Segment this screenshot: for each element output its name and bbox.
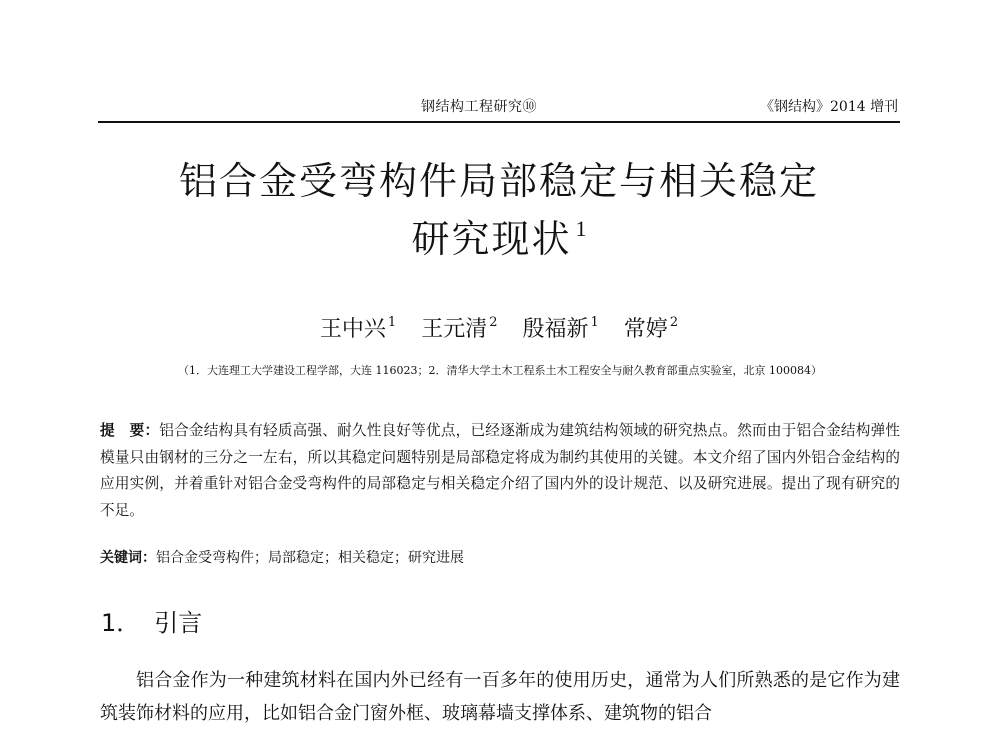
author-name: 王中兴 [319,317,386,342]
author-list [98,312,900,343]
author-affiliation-mark: 1 [590,315,599,330]
author-name: 常婷 [623,317,668,342]
keywords [100,547,464,567]
paper-title-line-1 [98,150,900,205]
running-header-journal: 《钢结构》2014 增刊 [760,99,899,115]
author-affiliation-mark: 2 [669,315,679,330]
paper-title-line-1-text: 铝合金受弯构件局部稳定与相关稳定 [178,159,819,203]
body-paragraph: 铝合金作为一种建筑材料在国内外已经有一百多年的使用历史，通常为人们所熟悉的是它作为建筑装饰材料的应用，比如铝合金门窗外框、玻璃幕墙支撑体系、建筑物的铝合 [100,670,900,724]
keywords-text: 铝合金受弯构件；局部稳定；相关稳定；研究进展 [156,550,464,566]
abstract [100,418,900,524]
section-heading [101,603,202,638]
author-name: 王元清 [421,317,488,342]
author [624,317,678,342]
section-title: 引言 [154,609,203,637]
paper-title-line-2-text: 研究现状 [411,217,572,261]
affiliations: （1．大连理工大学建设工程学部，大连 116023；2．清华大学土木工程系土木工程安全与耐久教育部重点实验室，北京 100084） [178,364,822,377]
paper-title-line-2 [98,208,900,263]
author [421,317,497,342]
running-header-series: 钢结构工程研究⑩ [421,99,537,115]
author-name: 殷福新 [522,317,589,342]
author-affiliation-mark: 2 [489,315,498,330]
header-rule [98,121,900,123]
abstract-label: 提 要： [100,422,160,439]
keywords-label: 关键词： [100,550,156,566]
author [320,317,396,342]
title-footnote-mark: 1 [575,216,587,241]
abstract-text: 铝合金结构具有轻质高强、耐久性良好等优点，已经逐渐成为建筑结构领域的研究热点。然而由于铝合金结构弹性模量只由钢材的三分之一左右，所以其稳定问题特别是局部稳定将成为制约其使用的关键。本文介绍了国内外铝合金结构的应用实例，并着重针对铝合金受弯构件的局部稳定与相关稳定介绍了国内外的设计规范、以及研究进展。提出了现有研究的不足。 [100,422,900,519]
author-affiliation-mark: 1 [387,315,397,330]
section-number: 1． [101,609,141,637]
author [523,317,599,342]
